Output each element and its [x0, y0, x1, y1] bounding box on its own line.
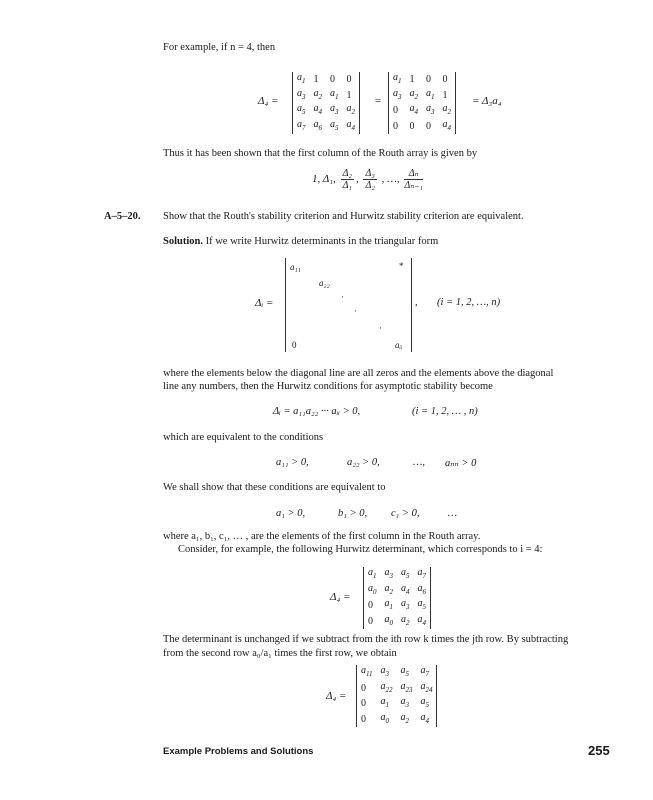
eq2-matrix-cell: $a_7$: [417, 567, 426, 580]
eq1-matrix-1-row: [293, 88, 359, 104]
eq1-matrix-2-cell: $a_2$: [442, 103, 451, 116]
eq1-matrix-2-cell: $a_4$: [442, 118, 451, 132]
eq2-matrix-cell: $a_6$: [417, 582, 426, 596]
routh-text: Thus it has been shown that the first column of the Routh array is given by: [163, 148, 478, 159]
eq1-matrix-1-cell: $a_1$: [297, 72, 306, 85]
eq3-matrix-cell: 0: [361, 713, 366, 725]
eq3-matrix-table: [357, 665, 436, 727]
eq1-lhs: Δ₄ =: [258, 95, 279, 107]
eq2-matrix-row: [364, 567, 430, 583]
equiv-text: which are equivalent to the conditions: [163, 432, 324, 443]
eq1-matrix-2-table: [389, 72, 455, 134]
eq2-matrix-cell: $a_3$: [401, 598, 410, 611]
eq3-matrix-row: [357, 712, 436, 728]
routh-seq-start: 1, Δ₁,: [312, 173, 336, 186]
eq2-matrix-cell: $a_3$: [384, 567, 393, 580]
eq1-matrix-1-row: [293, 72, 359, 88]
eq2-matrix-cell: $a_4$: [417, 613, 426, 627]
eq1-matrix-2-cell: $a_1$: [426, 87, 435, 101]
para2-line2: from the second row a₀/a₁ times the first row, we obtain: [163, 648, 397, 659]
eq1-matrix-2-cell: 0: [426, 120, 431, 132]
eq2-lhs: Δ₄ =: [330, 591, 351, 603]
routh-sequence: 1, Δ₁, $\frac{\text{Δ₂}}{\text{Δ₁}}$ , $\frac{\text{Δ₃}}{\text{Δ₂}}$ , …, $\frac{\text{Δₙ}}{\text{Δₙ₋₁}}$: [312, 168, 424, 191]
eq1-matrix-2-cell: 0: [393, 120, 398, 132]
eq1-matrix-2-cell: $a_3$: [393, 87, 402, 101]
eq1-matrix-1-cell: $a_4$: [313, 103, 322, 116]
eq1-matrix-2-cell: $a_2$: [409, 87, 418, 101]
eq2-matrix-cell: $a_5$: [417, 598, 426, 611]
solution-line: [163, 236, 438, 247]
eq1-matrix-1-cell: 1: [346, 89, 352, 101]
eq3-lhs: Δ₄ =: [326, 690, 347, 702]
eq3-matrix-cell: $a_{23}$: [400, 680, 413, 694]
eq2-matrix-cell: 0: [368, 600, 373, 611]
tri-zero: 0: [292, 340, 297, 350]
eq3-matrix-cell: $a_7$: [420, 665, 429, 678]
routh-frac-2-num: Δ₃: [365, 168, 375, 179]
tri-aii: aᵢᵢ: [395, 340, 403, 350]
eq1-matrix-1-cell: $a_5$: [330, 118, 339, 132]
eq1-matrix-2-cell: 0: [426, 74, 431, 85]
tri-a11: a₁₁: [290, 262, 301, 272]
eq1-matrix-2-row: [389, 88, 455, 104]
eq1-matrix-2-row: [389, 72, 455, 88]
eq3-matrix-row: [357, 696, 436, 712]
consider-text: Consider, for example, the following Hurwitz determinant, which corresponds to i = 4:: [178, 544, 543, 555]
eq3-matrix-row: [357, 665, 436, 681]
eq2-matrix-row: [364, 583, 430, 599]
eq2-matrix-row: [364, 598, 430, 614]
eq2-matrix-cell: $a_0$: [384, 613, 393, 627]
solution-text: If we write Hurwitz determinants in the triangular form: [205, 236, 439, 247]
eq1-matrix-1-table: [293, 72, 359, 134]
eq1-matrix-1-cell: 0: [346, 74, 352, 85]
eq3-matrix-row: [357, 681, 436, 697]
cond3-c3: c₁ > 0,: [391, 508, 420, 519]
eq3-matrix-cell: $a_3$: [380, 665, 389, 678]
cond2-c4: aₙₙ > 0: [445, 458, 477, 469]
eq3-matrix-cell: $a_2$: [400, 711, 409, 725]
para1-line2: line any numbers, then the Hurwitz conditions for asymptotic stability become: [163, 381, 493, 392]
routh-frac-2-den: Δ₂: [365, 180, 375, 191]
eq1-matrix-2: [388, 72, 456, 134]
eq1-matrix-2-cell: $a_1$: [393, 72, 402, 85]
eq1-matrix-1-cell: $a_4$: [346, 118, 355, 132]
eq2-matrix-cell: $a_2$: [384, 582, 393, 596]
eq2-matrix-cell: $a_1$: [384, 598, 393, 611]
cond3-c2: b₁ > 0,: [338, 508, 368, 519]
eq1-matrix-2-cell: 0: [393, 105, 398, 116]
eq1-matrix-1-cell: $a_2$: [346, 103, 355, 116]
eq1-matrix-2-cell: $a_3$: [426, 103, 435, 116]
eq1-matrix-1-cell: $a_3$: [297, 87, 306, 101]
intro-text: For example, if n = 4, then: [163, 42, 276, 53]
eq3-matrix-cell: 0: [361, 698, 366, 709]
eq1-matrix-1-cell: 0: [330, 74, 335, 85]
tri-star: *: [399, 261, 404, 271]
eq3-matrix-cell: $a_{22}$: [380, 680, 393, 694]
tri-lhs: Δᵢ =: [255, 297, 274, 309]
eq1-matrix-1: [292, 72, 360, 134]
problem-number: A–5–20.: [104, 211, 141, 222]
eq1-matrix-2-cell: 0: [442, 74, 448, 85]
eq3-matrix-cell: $a_4$: [420, 711, 429, 725]
show-text: We shall show that these conditions are equivalent to: [163, 482, 386, 493]
cond1-range: (i = 1, 2, … , n): [412, 406, 478, 417]
eq1-matrix-1-cell: $a_5$: [297, 103, 306, 116]
eq3-matrix-cell: $a_{24}$: [420, 680, 433, 694]
eq2-matrix-cell: $a_0$: [368, 582, 377, 596]
eq1-equals: =: [375, 95, 382, 107]
para2-line1: The determinant is unchanged if we subtract from the ith row k times the jth row. By subtracting: [163, 634, 569, 645]
tri-comma: ,: [415, 297, 418, 308]
eq1-matrix-2-row: [389, 119, 455, 135]
eq1-matrix-1-cell: $a_1$: [330, 87, 339, 101]
eq2-matrix: [363, 567, 431, 629]
eq3-matrix-cell: $a_{11}$: [361, 665, 373, 678]
eq1-matrix-1-cell: 1: [313, 74, 319, 85]
cond1-expr: Δᵢ = a₁₁a₂₂ ··· aᵢᵢ > 0,: [273, 406, 361, 417]
cond2-c3: …,: [413, 457, 425, 468]
routh-seq-dots: , …,: [381, 173, 400, 186]
eq2-matrix-cell: 0: [368, 615, 373, 627]
eq2-matrix-cell: $a_5$: [401, 567, 410, 580]
cond3-c1: a₁ > 0,: [276, 508, 306, 519]
eq1-matrix-2-cell: 1: [442, 89, 448, 101]
tri-diag-dot-3: ·: [379, 323, 382, 333]
routh-frac-1-num: Δ₂: [342, 168, 352, 179]
routh-frac-3-num: Δₙ: [404, 168, 423, 180]
eq1-matrix-2-cell: $a_4$: [409, 103, 418, 116]
tri-a22: a₂₂: [319, 278, 330, 288]
eq3-matrix-cell: $a_1$: [380, 696, 389, 709]
eq3-matrix-cell: $a_5$: [420, 696, 429, 709]
cond3-c4: …: [447, 508, 458, 519]
problem-statement: Show that the Routh's stability criterion and Hurwitz stability criterion are equivalent.: [163, 211, 524, 222]
footer-title: Example Problems and Solutions: [163, 746, 314, 757]
eq3-matrix-cell: $a_0$: [380, 711, 389, 725]
eq2-matrix-cell: $a_4$: [401, 582, 410, 596]
para1-line1: where the elements below the diagonal line are all zeros and the elements above the diagonal: [163, 368, 554, 379]
eq1-matrix-2-cell: 1: [409, 74, 415, 85]
routh-frac-1-den: Δ₁: [342, 180, 352, 191]
eq3-matrix-cell: $a_3$: [400, 696, 409, 709]
solution-label: Solution.: [163, 236, 203, 247]
eq1-matrix-1-row: [293, 119, 359, 135]
tri-diag-dot-1: ·: [341, 292, 344, 302]
cond2-c1: a₁₁ > 0,: [276, 457, 309, 468]
eq1-matrix-1-cell: $a_6$: [313, 118, 322, 132]
eq1-matrix-1-row: [293, 103, 359, 119]
where-text: where a₁, b₁, c₁, … , are the elements of the first column in the Routh array.: [163, 531, 481, 542]
routh-frac-1: [341, 168, 354, 191]
routh-frac-3: [404, 168, 423, 191]
eq1-matrix-2-row: [389, 103, 455, 119]
eq2-matrix-row: [364, 614, 430, 630]
eq3-matrix-cell: 0: [361, 682, 366, 694]
eq1-matrix-1-cell: $a_7$: [297, 118, 306, 132]
eq2-matrix-cell: $a_1$: [368, 567, 377, 580]
eq2-matrix-cell: $a_2$: [401, 613, 410, 627]
eq3-matrix: [356, 665, 437, 727]
eq1-matrix-1-cell: $a_3$: [330, 103, 339, 116]
eq2-matrix-table: [364, 567, 430, 629]
eq1-rhs: = Δ₃a₄: [472, 95, 502, 107]
cond2-c2: a₂₂ > 0,: [347, 457, 380, 468]
tri-range: (i = 1, 2, …, n): [437, 297, 501, 308]
tri-diag-dot-2: ·: [354, 306, 357, 316]
page-number: 255: [588, 743, 610, 758]
tri-determinant: [285, 258, 412, 352]
eq1-matrix-2-cell: 0: [409, 120, 415, 132]
routh-frac-3-den: Δₙ₋₁: [404, 180, 424, 191]
routh-frac-2: [363, 168, 376, 191]
eq3-matrix-cell: $a_5$: [400, 665, 409, 678]
eq1-matrix-1-cell: $a_2$: [313, 87, 322, 101]
